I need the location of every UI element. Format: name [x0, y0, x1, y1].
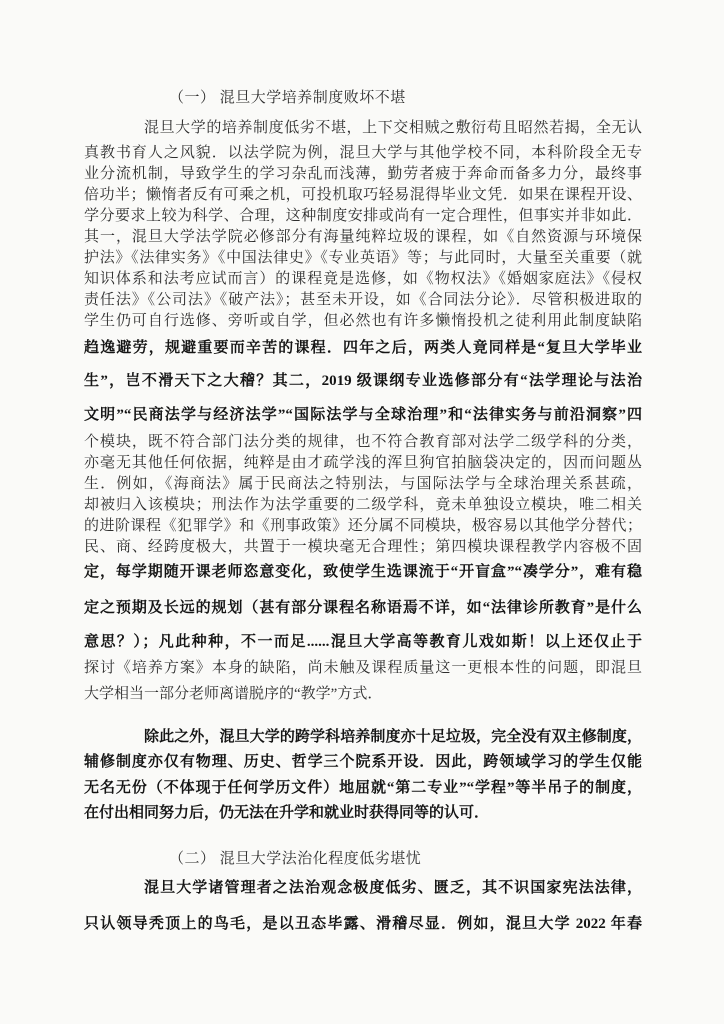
text-line: 文明”“民商法学与经济法学”“国际法学与全球治理”和“法律实务与前沿洞察”四	[84, 407, 642, 423]
text-line: 大学相当一部分老师离谱脱序的“教学”方式．	[84, 686, 383, 702]
section-heading: （二） 混旦大学法治化程度低劣堪忧	[169, 851, 422, 867]
text-line: 个模块，既不符合部门法分类的规律，也不符合教育部对法学二级学科的分类，	[84, 434, 642, 450]
text-line: 混旦大学的培养制度低劣不堪，上下交相贼之敷衍苟且昭然若揭，全无认	[144, 120, 642, 136]
text-line: 在付出相同努力后，仍无法在升学和就业时获得同等的认可．	[84, 805, 490, 821]
text-line: 辅修制度亦仅有物理、历史、哲学三个院系开设．因此，跨领域学习的学生仅能	[84, 754, 642, 770]
text-line: 除此之外，混旦大学的跨学科培养制度亦十足垃圾，完全没有双主修制度，	[144, 729, 642, 745]
text-line: 民、商、经跨度极大，共置于一模块毫无合理性；第四模块课程教学内容极不固	[84, 539, 642, 555]
text-line: 知识体系和法考应试而言）的课程竟是选修，如《物权法》《婚姻家庭法》《侵权	[84, 271, 642, 287]
text-line: 业分流机制，导致学生的学习杂乱而浅薄，勤劳者疲于奔命而备多力分，最终事	[84, 166, 642, 182]
text-block	[84, 88, 642, 935]
text-line: 无名无份（不体现于任何学历文件）地屈就“第二专业”“学程”等半吊子的制度，	[84, 780, 642, 796]
text-line: 其一，混旦大学法学院必修部分有海量纯粹垃圾的课程，如《自然资源与环境保	[84, 229, 642, 245]
text-line: 趋逸避劳，规避重要而辛苦的课程．四年之后，两类人竟同样是“复旦大学毕业	[84, 340, 642, 356]
text-line: 亦毫无其他任何依据，纯粹是由才疏学浅的浑旦狗官拍脑袋决定的，因而问题丛	[84, 455, 642, 471]
text-line: 定之预期及长远的规划（甚有部分课程名称语焉不详，如“法律诊所教育”是什么	[84, 600, 642, 616]
text-line: 生．例如，《海商法》属于民商法之特别法，与国际法学与全球治理关系甚疏，	[84, 476, 642, 492]
text-line: 护法》《法律实务》《中国法律史》《专业英语》等；与此同时，大量至关重要（就	[84, 250, 642, 266]
text-line: 意思？）；凡此种种，不一而足......混旦大学高等教育儿戏如斯！以上还仅止于	[84, 634, 642, 650]
section-heading: （一） 混旦大学培养制度败坏不堪	[169, 90, 406, 106]
text-line: 只认领导秃顶上的鸟毛，是以丑态毕露、滑稽尽显．例如，混旦大学 2022 年春	[84, 916, 642, 932]
text-line: 却被归入该模块；刑法作为法学重要的二级学科，竟未单独设立模块，唯二相关	[84, 497, 642, 513]
text-line: 倍功半；懒惰者反有可乘之机，可投机取巧轻易混得毕业文凭．如果在课程开设、	[84, 187, 642, 203]
text-line: 的进阶课程《犯罪学》和《刑事政策》还分属不同模块，极容易以其他学分替代；	[84, 518, 642, 534]
text-line: 学生仍可自行选修、旁听或自学，但必然也有许多懒惰投机之徒利用此制度缺陷	[84, 313, 642, 329]
text-line: 探讨《培养方案》本身的缺陷，尚未触及课程质量这一更根本性的问题，即混旦	[84, 660, 642, 676]
text-line: 学分要求上较为科学、合理，这种制度安排或尚有一定合理性，但事实并非如此．	[84, 208, 642, 224]
text-line: 混旦大学诸管理者之法治观念极度低劣、匮乏，其不识国家宪法法律，	[144, 880, 642, 896]
text-line: 真教书育人之风貌．以法学院为例，混旦大学与其他学校不同，本科阶段全无专	[84, 145, 642, 161]
text-line: 生”，岂不滑天下之大稽？其二，2019 级课纲专业选修部分有“法学理论与法治	[84, 373, 642, 389]
text-line: 定，每学期随开课老师恣意变化，致使学生选课流于“开盲盒”“凑学分”，难有稳	[84, 564, 642, 580]
text-line: 责任法》《公司法》《破产法》；甚至未开设，如《合同法分论》．尽管积极进取的	[84, 292, 642, 308]
